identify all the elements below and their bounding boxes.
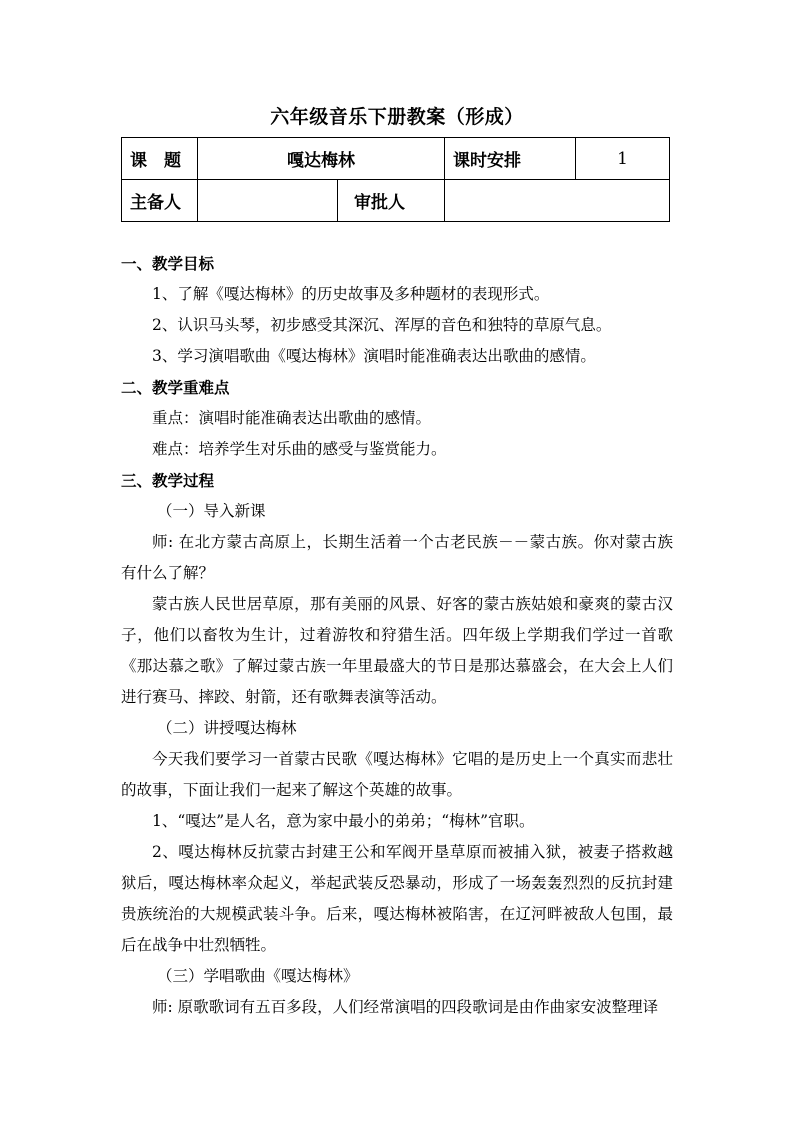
step-heading: （一）导入新课 xyxy=(157,502,266,520)
paragraph: 师: 在北方蒙古高原上，长期生活着一个古老民族－－蒙古族。你对蒙古族有什么了解？ xyxy=(121,533,673,582)
approver-label: 审批人 xyxy=(338,180,445,222)
process-heading: 三、教学过程 xyxy=(121,471,215,490)
schedule-value: 1 xyxy=(576,138,670,180)
step-heading: （三）学唱歌曲《嘎达梅林》 xyxy=(157,967,359,985)
approver-value xyxy=(445,180,670,222)
paragraph: 今天我们要学习一首蒙古民歌《嘎达梅林》它唱的是历史上一个真实而悲壮的故事，下面让我们一起来了解这个英雄的故事。 xyxy=(121,750,673,799)
preparer-value xyxy=(198,180,338,222)
keypoints-heading: 二、教学重难点 xyxy=(121,378,230,397)
paragraph: 2、嘎达梅林反抗蒙古封建王公和军阀开垦草原而被捕入狱，被妻子搭救越狱后，嘎达梅林率众起义，举起武装反恐暴动，形成了一场轰轰烈烈的反抗封建贵族统治的大规模武装斗争。后来，嘎达梅林被陷害，在辽河畔被敌人包围，最后在战争中壮烈牺牲。 xyxy=(121,843,673,954)
lesson-info-table xyxy=(121,137,670,222)
paragraph: 1、“嘎达”是人名，意为家中最小的弟弟；“梅林”官职。 xyxy=(152,812,535,830)
subject-label: 课 题 xyxy=(122,138,198,180)
table-row xyxy=(122,180,670,222)
goal-item: 3、学习演唱歌曲《嘎达梅林》演唱时能准确表达出歌曲的感情。 xyxy=(152,347,596,365)
step-heading: （二）讲授嘎达梅林 xyxy=(157,719,297,737)
difficult-point: 难点：培养学生对乐曲的感受与鉴赏能力。 xyxy=(152,440,447,458)
schedule-label: 课时安排 xyxy=(445,138,576,180)
document-title: 六年级音乐下册教案（形成） xyxy=(270,106,524,128)
goals-heading: 一、教学目标 xyxy=(121,254,215,273)
table-row xyxy=(122,138,670,180)
goal-item: 1、了解《嘎达梅林》的历史故事及多种题材的表现形式。 xyxy=(152,285,550,303)
lesson-body xyxy=(121,248,673,1023)
paragraph: 蒙古族人民世居草原，那有美丽的风景、好客的蒙古族姑娘和豪爽的蒙古汉子，他们以畜牧为生计，过着游牧和狩猎生活。四年级上学期我们学过一首歌《那达慕之歌》了解过蒙古族一年里最盛大的节日是那达慕盛会，在大会上人们进行赛马、摔跤、射箭，还有歌舞表演等活动。 xyxy=(121,595,673,706)
subject-value: 嘎达梅林 xyxy=(198,138,445,180)
paragraph: 师: 原歌歌词有五百多段，人们经常演唱的四段歌词是由作曲家安波整理译 xyxy=(152,998,659,1016)
preparer-label: 主备人 xyxy=(122,180,198,222)
key-point: 重点：演唱时能准确表达出歌曲的感情。 xyxy=(152,409,432,427)
goal-item: 2、认识马头琴，初步感受其深沉、浑厚的音色和独特的草原气息。 xyxy=(152,316,612,334)
